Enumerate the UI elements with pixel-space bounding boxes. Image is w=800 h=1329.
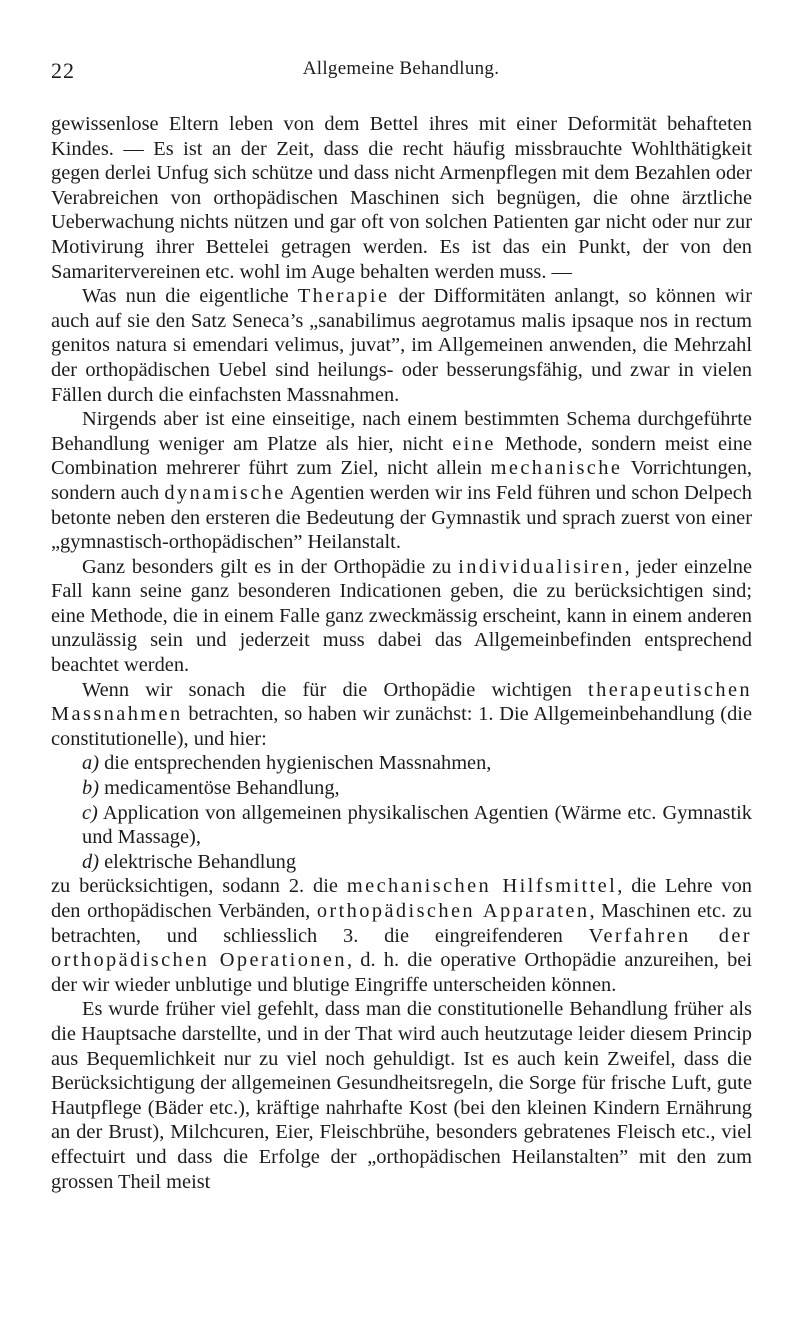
text-run: Wenn wir sonach die für die Orthopädie wichtigen xyxy=(82,678,589,701)
list-marker: c) xyxy=(82,801,98,824)
text-run: , die Lehre von den orthopädischen Verbänden, xyxy=(51,875,753,922)
paragraph-5 xyxy=(51,678,752,752)
text-run: Ganz besonders gilt es in der Orthopädie zu xyxy=(82,555,459,578)
paragraph-2 xyxy=(51,284,752,407)
body-text xyxy=(51,112,752,1194)
running-head: Allgemeine Behandlung. xyxy=(302,58,500,79)
text-run: betrachten, so haben wir zunächst: 1. Die Allgemeinbehandlung (die constitutionelle), und hier: xyxy=(51,703,752,750)
emphasis-spaced: therapeutischen Massnahmen xyxy=(51,678,752,726)
emphasis-spaced: eine xyxy=(452,432,496,455)
paragraph-6 xyxy=(51,874,752,997)
emphasis-spaced: individualisiren xyxy=(458,555,625,578)
emphasis-spaced: dynamische xyxy=(164,481,286,504)
list-item-text: die entsprechenden hygienischen Massnahmen, xyxy=(99,752,492,775)
text-run: , jeder einzelne Fall kann seine ganz besonderen Indicationen geben, die zu berücksichtigen sind; eine Methode, die in einem Falle ganz zweckmässig erscheint, kann in einem anderen unzulässig sein und jederzeit muss dabei das Allgemeinbefinden entsprechend beachtet werden. xyxy=(51,555,752,677)
emphasis-spaced: mechanischen Hilfsmittel xyxy=(346,875,618,898)
list-item-text: Application von allgemeinen physikalischen Agentien (Wärme etc. Gymnastik und Massage), xyxy=(82,801,752,849)
emphasis-spaced: Therapie xyxy=(297,285,390,308)
list-marker: d) xyxy=(82,850,99,873)
emphasis-spaced: mechanische xyxy=(490,457,623,480)
text-run: zu berücksichtigen, sodann 2. die xyxy=(51,875,347,898)
text-run: Methode, sondern meist eine Combination mehrerer führt zum Ziel, nicht allein xyxy=(51,432,753,480)
emphasis-spaced: Verfahren der orthopädischen Operationen xyxy=(51,924,752,972)
text-run: der Difformitäten anlangt, so können wir auch auf sie den Satz Seneca’s „sanabilimus aegrotamus malis ipsaque nos in rectum genitos natura si emendari velimus, juvat”, im Allgemeinen anwenden, die Mehrzahl der orthopädischen Uebel sind heilungs- oder besserungsfähig, und zwar in vielen Fällen durch die einfachsten Massnahmen. xyxy=(51,285,752,406)
page-header xyxy=(51,58,751,82)
text-run: , d. h. die operative Orthopädie anzureihen, bei der wir wieder unblutige und blutige Eingriffe unterscheiden können. xyxy=(51,949,753,996)
emphasis-spaced: orthopädischen Apparaten xyxy=(316,900,590,922)
paragraph-4 xyxy=(51,555,752,678)
text-run: Vorrichtungen, sondern auch xyxy=(51,457,753,504)
text-run: Was nun die eigentliche xyxy=(82,285,298,308)
list-marker: b) xyxy=(82,777,99,800)
text-run: Es wurde früher viel gefehlt, dass man die constitutionelle Behandlung früher als die Hauptsache darstellte, und in der That wird auch heutzutage leider diesem Princip aus Bequemlichkeit nur zu viel noch gehuldigt. Ist es auch kein Zweifel, dass die Berücksichtigung der allgemeinen Gesundheitsregeln, die Sorge für frische Luft, gute Hautpflege (Bäder etc.), kräftige nahrhafte Kost (bei den kleinen Kindern Ernährung an der Brust), Milchcuren, Eier, Fleischbrühe, besonders gebratenes Fleisch etc., viel effectuirt und dass die Erfolge der „orthopädischen Heilanstalten” mit den zum grossen Theil meist xyxy=(51,998,752,1193)
list-marker: a) xyxy=(82,752,99,775)
text-run: Nirgends aber ist eine einseitige, nach einem bestimmten Schema durchgeführte Behandlung weniger am Platze als hier, nicht xyxy=(51,408,752,455)
text-run: , Maschinen etc. zu betrachten, und schliesslich 3. die eingreifenderen xyxy=(51,900,752,947)
list-item-text: elektrische Behandlung xyxy=(99,850,297,873)
list-item-c xyxy=(51,801,752,850)
page-number: 22 xyxy=(51,58,75,83)
paragraph-1 xyxy=(51,112,752,284)
list-item-d xyxy=(51,850,752,875)
list-item-text: medicamentöse Behandlung, xyxy=(99,777,340,800)
list-item-b xyxy=(51,776,752,801)
paragraph-7 xyxy=(51,997,752,1194)
text-run: Agentien werden wir ins Feld führen und schon Delpech betonte neben den ersteren die Bedeutung der Gymnastik und sprach zuerst von einer „gymnastisch-orthopädischen” Heilanstalt. xyxy=(51,481,752,554)
text-run: gewissenlose Eltern leben von dem Bettel ihres mit einer Deformität behafteten Kindes. — Es ist an der Zeit, dass die recht häufig missbrauchte Wohlthätigkeit gegen derlei Unfug sich schütze und dass nicht Armenpflegen mit dem Bezahlen oder Verabreichen von orthopädischen Maschinen sich begnügen, die ohne ärztliche Ueberwachung nichts nützen und gar oft von solchen Patienten gar nicht oder nur zur Motivirung ihrer Bettelei getragen werden. Es ist das ein Punkt, der von den Samaritervereinen etc. wohl im Auge behalten werden muss. — xyxy=(51,113,752,283)
paragraph-3 xyxy=(51,407,752,555)
list-item-a xyxy=(51,751,752,776)
